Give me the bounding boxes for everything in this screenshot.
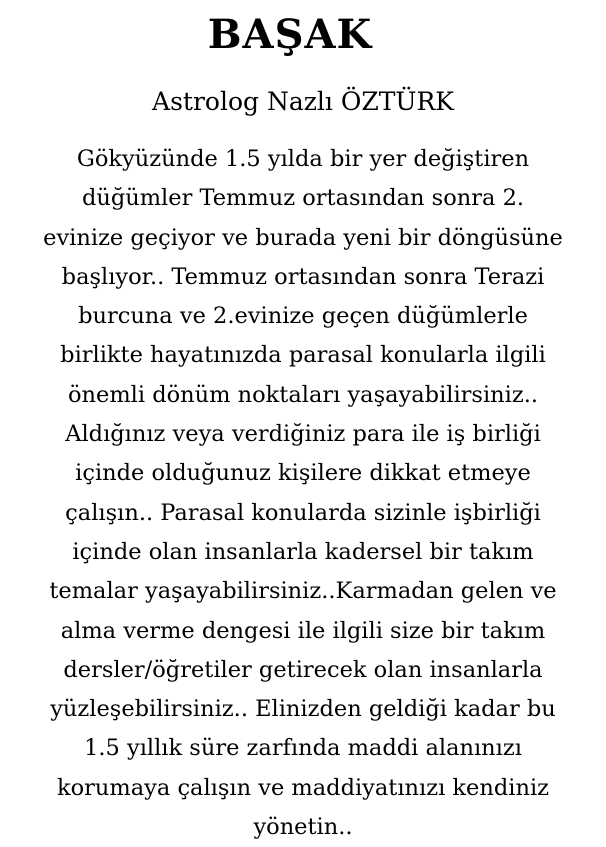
text-line: yönetin.. [253,814,353,841]
text-line: içinde olduğunuz kişilere dikkat etmeye [75,460,531,487]
text-line: alma verme dengesi ile ilgili size bir takım [60,617,546,644]
text-line: içinde olan insanlarla kadersel bir takım [72,538,534,565]
text-line: düğümler Temmuz ortasından sonra 2. [81,185,525,212]
text-line: başlıyor.. Temmuz ortasından sonra Terazi [61,263,545,290]
text-line: Gökyüzünde 1.5 yılda bir yer değiştiren [76,146,530,172]
text-line: çalışın.. Parasal konularda sizinle işbirliği [65,499,541,526]
text-line: evinize geçiyor ve burada yeni bir döngüsüne [43,224,563,251]
text-line: temalar yaşayabilirsiniz..Karmadan gelen ve [49,578,557,605]
author-byline: Astrolog Nazlı ÖZTÜRK [152,87,454,116]
text-line: birlikte hayatınızda parasal konularla ilgili [60,342,546,369]
text-line: dersler/öğretiler getirecek olan insanlarla [63,656,543,683]
text-line: 1.5 yıllık süre zarfında maddi alanınızı [84,735,522,762]
text-line: burcuna ve 2.evinize geçen düğümlerle [78,303,528,330]
page-title: BAŞAK [207,11,373,58]
text-line: yüzleşebilirsiniz.. Elinizden geldiği kadar bu [50,696,556,723]
body-text [4,140,602,847]
text-line: Aldığınız veya verdiğiniz para ile iş birliği [65,421,541,448]
text-line: korumaya çalışın ve maddiyatınızı kendiniz [56,774,549,801]
text-line: önemli dönüm noktaları yaşayabilirsiniz.. [67,381,539,408]
